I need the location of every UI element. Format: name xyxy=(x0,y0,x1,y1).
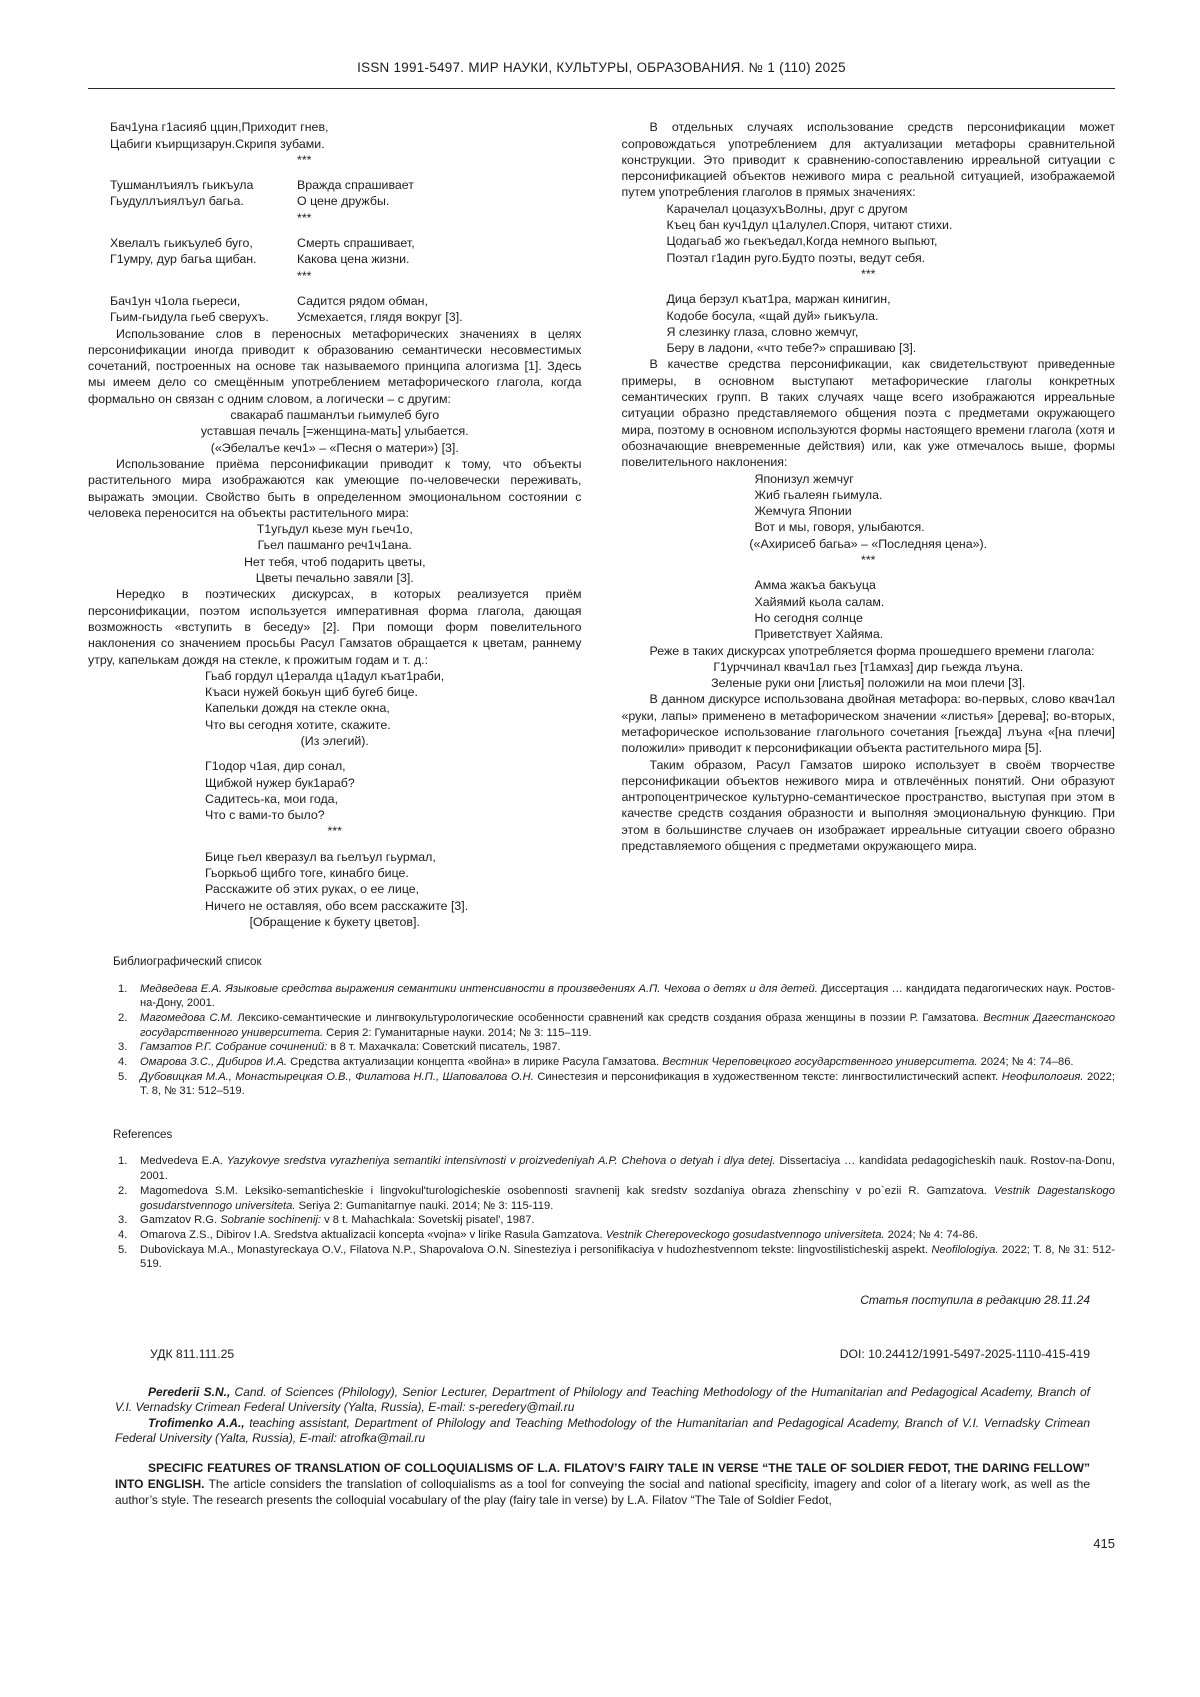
poem-line: уставшая печаль [=женщина-мать] улыбается. xyxy=(200,424,469,439)
italic-segment: Магомедова С.М. xyxy=(140,1011,234,1024)
poem-line-avar: Бач1ун ч1ола гьереси, xyxy=(110,293,241,308)
text-segment: Dissertaciya … kandidata pedagogicheskih nauk. Rostov-na-Donu, 2001. xyxy=(140,1155,1115,1183)
poem-line: Капельки дождя на стекле окна, xyxy=(205,701,390,716)
udk-number: УДК 811.111.25 xyxy=(150,1347,235,1362)
poem-line: Бач1уна г1асияб ццин,Приходит гнев, xyxy=(110,120,329,135)
poem-line: Къаси нужей бокьун щиб бугеб бице. xyxy=(205,685,418,700)
bibliography-item xyxy=(88,1070,1115,1099)
right-column xyxy=(622,119,1116,930)
poem-line: Но сегодня солнце xyxy=(754,610,863,625)
poem-line xyxy=(88,152,582,168)
paragraph: Реже в таких дискурсах употребляется форма прошедшего времени глагола: xyxy=(649,643,1095,658)
text-segment: Omarova Z.S., Dibirov I.A. Sredstva aktualizacii koncepta «vojna» v lirike Rasula Gamzatova. xyxy=(140,1228,606,1241)
poem-line: Бице гьел кверазул ва гьелъул гьурмал, xyxy=(205,849,436,864)
poem-block xyxy=(622,659,1116,692)
poem-line: свакараб пашманлъи гьимулеб буго xyxy=(230,408,440,423)
italic-segment: Вестник Череповецкого государственного университета. xyxy=(662,1056,978,1069)
poem-line-russian: Вражда спрашивает xyxy=(297,178,414,193)
poem-line: Цодагьаб жо гьекъедал,Когда немного выпьют, xyxy=(666,234,938,249)
text-segment: 2024; № 4: 74–86. xyxy=(977,1056,1074,1069)
author-line xyxy=(115,1385,1090,1416)
bibliography-item-text xyxy=(140,1011,1115,1040)
paragraph: В качестве средства персонификации, как свидетельствуют приведенные примеры, в основном выступают метафорические глаголы конкретных семантических групп. В таких случаях чаще всего изображаются ирреальные ситуации образно представляемого общения поэта с предметами окружающего мира, поэтому в основном используются формы настоящего времени глагола (хотя и обозначающие вневременные действия) или, как уже отмечалось выше, формы повелительного наклонения: xyxy=(621,357,1115,470)
bibliography-section xyxy=(88,954,1115,1099)
article-body xyxy=(88,119,1115,930)
poem-line xyxy=(622,568,1116,577)
bibliography-item xyxy=(88,982,1115,1011)
italic-segment: Vestnik Cherepoveckogo gosudastvennogo universiteta. xyxy=(605,1228,885,1241)
poem-line: Нет тебя, чтоб подарить цветы, xyxy=(243,554,426,569)
text-segment: Синестезия и персонификация в художественном тексте: лингвостилистический аспект. xyxy=(533,1070,1002,1083)
stanza-separator: *** xyxy=(861,553,876,568)
references-item-text xyxy=(140,1154,1115,1183)
poem-line xyxy=(88,251,582,267)
poem-line-russian: Садится рядом обман, xyxy=(297,293,428,308)
poem-line xyxy=(88,284,582,293)
poem-line: Беру в ладони, «что тебе?» спрашиваю [3]. xyxy=(666,341,917,356)
italic-segment: Yazykovye sredstva vyrazheniya semantiki intensivnosti v proizvedeniyah A.P. Chehova o detyah i dlya detej. xyxy=(226,1155,776,1168)
abstract-paragraph xyxy=(115,1461,1090,1508)
header-divider xyxy=(88,88,1115,89)
bibliography-title: Библиографический список xyxy=(113,955,262,969)
poem-line: Жиб гьалеян гьимула. xyxy=(754,487,883,502)
poem-line-avar: Гьудуллъиялъул багьа. xyxy=(110,194,244,209)
bibliography-item-text xyxy=(140,1070,1115,1099)
poem-line: Гьоркьоб щибго тоге, кинабго бице. xyxy=(205,866,409,881)
item-number: 1. xyxy=(118,982,128,995)
item-number: 2. xyxy=(118,1011,128,1024)
italic-segment: Вестник Дагестанского государственного университета. xyxy=(140,1011,1115,1039)
bibliography-item-text xyxy=(140,1040,1115,1055)
paragraph: Таким образом, Расул Гамзатов широко использует в своём творчестве персонификации объектов неживого мира и отвлечённых понятий. Они образуют антропоцентрическое культурно-семантическое пространство, выступая при этом в качестве средств создания образности и выполняя эмоциональную функцию. При этом в большинстве случаев он изображает ирреальные ситуации своего образно представляемого общения с предметами окружающего мира. xyxy=(621,757,1115,854)
poem-line: Цветы печально завяли [3]. xyxy=(255,571,414,586)
stanza-separator: *** xyxy=(297,152,312,167)
stanza-separator: *** xyxy=(861,266,876,281)
poem-line-russian: Какова цена жизни. xyxy=(297,252,410,267)
references-item xyxy=(88,1213,1115,1228)
poem-line xyxy=(88,749,582,758)
author-affiliation: teaching assistant, Department of Philology and Teaching Methodology of the Humanitarian and Pedagogical Academy, Branch of V.I. Vernadsky Crimean Federal University (Yalta, Russia), E-mail: atrofka@mail.ru xyxy=(115,1415,1091,1445)
bibliography-item-text xyxy=(140,982,1115,1011)
references-item xyxy=(88,1228,1115,1243)
item-number: 3. xyxy=(118,1214,128,1227)
text-segment: Серия 2: Гуманитарные науки. 2014; № 3: 115–119. xyxy=(323,1026,592,1039)
italic-segment: Гамзатов Р.Г. Собрание сочинений: xyxy=(140,1041,328,1054)
poem-line-russian: Смерть спрашивает, xyxy=(297,236,415,251)
submission-note: Статья поступила в редакцию 28.11.24 xyxy=(860,1293,1090,1308)
poem-line xyxy=(88,293,582,309)
poem-line-russian: О цене дружбы. xyxy=(297,194,390,209)
page-number: 415 xyxy=(1093,1536,1115,1552)
poem-line: («Ахирисеб багьа» – «Последняя цена»). xyxy=(749,536,988,551)
abstract-text: The article considers the translation of colloquialisms as a tool for conveying the social and national specificity, imagery and color of a literary work, as well as the author’s style. The research presents the colloquial vocabulary of the play (fairy tale in verse) by L.A. Filatov “The Tale of Soldier Fedot, xyxy=(115,1476,1091,1507)
poem-line: Приветствует Хайяма. xyxy=(754,627,884,642)
poem-line xyxy=(88,226,582,235)
poem-line: Дица берзул къат1ра, маржан кинигин, xyxy=(666,292,891,307)
paragraph: В отдельных случаях использование средств персонификации может сопровождаться употреблением для актуализации метафоры сравнительной конструкции. Это приводит к сравнению-сопоставлению ирреальной ситуации с персонификацией объектов неживого мира с реальной ситуацией, изображаемой путем употребления глаголов в прямых значениях: xyxy=(621,120,1115,200)
poem-line: Гьаб гордул ц1ералда ц1адул къат1раби, xyxy=(205,668,445,683)
poem-block xyxy=(88,407,582,456)
poem-line: Г1одор ч1ая, дир сонал, xyxy=(205,759,346,774)
poem-line-avar: Хвелалъ гьикъулеб буго, xyxy=(110,236,253,251)
poem-line: Цабиги къирщизарун.Скрипя зубами. xyxy=(110,136,325,151)
author-name: Trofimenko A.A., xyxy=(148,1415,245,1430)
poem-line: Что с вами-то было? xyxy=(205,808,325,823)
poem-line: (Из элегий). xyxy=(300,733,369,748)
poem-line-russian: Усмехается, глядя вокруг [3]. xyxy=(297,310,463,325)
left-column xyxy=(88,119,582,930)
italic-segment: Дубовицкая М.А., Монастырецкая О.В., Филатова Н.П., Шаповалова О.Н. xyxy=(140,1070,534,1083)
references-item-text xyxy=(140,1184,1115,1213)
poem-line: Амма жакъа бакъуца xyxy=(754,578,876,593)
text-segment: Seriya 2: Gumanitarnye nauki. 2014; № 3: 115-119. xyxy=(295,1199,554,1212)
text-segment: 2022; Т. 8, № 31: 512–519. xyxy=(140,1070,1115,1098)
paragraph: Нередко в поэтических дискурсах, в которых реализуется приём персонификации, поэтом используется императивная форма глагола, дающая возможность «вступить в беседу» [2]. При помощи форм повелительного наклонения со значением просьбы Расул Гамзатов обращается к цветам, раннему утру, капелькам дождя на стекле, к прожитым годам и т. д.: xyxy=(88,587,582,667)
item-number: 4. xyxy=(118,1056,128,1069)
text-segment: Medvedeva E.A. xyxy=(140,1155,227,1168)
poem-line: Поэтал г1адин руго.Будто поэты, ведут себя. xyxy=(666,250,926,265)
poem-block xyxy=(88,521,582,586)
author-affiliation: Cand. of Sciences (Philology), Senior Lecturer, Department of Philology and Teaching Methodology of the Humanitarian and Pedagogical Academy, Branch of V.I. Vernadsky Crimean Federal University (Yalta, Russia), E-mail: s-peredery@mail.ru xyxy=(115,1384,1090,1415)
text-segment: в 8 т. Махачкала: Советский писатель, 1987. xyxy=(327,1041,561,1054)
poem-line: Зеленые руки они [листья] положили на мои плечи [3]. xyxy=(711,676,1026,691)
item-number: 5. xyxy=(118,1070,128,1083)
bibliography-item xyxy=(88,1011,1115,1040)
text-segment: Magomedova S.M. Leksiko-semanticheskie i lingvokul'turologicheskie osobennosti sravnenij kak sredstv sozdaniya obraza zhenschiny v po`ezii R. Gamzatova. xyxy=(140,1184,994,1197)
poem-line-avar: Г1умру, дур багьа щибан. xyxy=(110,252,257,267)
poem-block xyxy=(88,668,582,930)
references-item xyxy=(88,1154,1115,1183)
poem-line: Жемчуга Японии xyxy=(754,504,852,519)
poem-line: («Эбелалъе кеч1» – «Песня о матери») [3]. xyxy=(210,440,459,455)
text-segment: Dubovickaya M.A., Monastyreckaya O.V., Filatova N.P., Shapovalova O.N. Sinesteziya i personifikaciya v hudozhestvennom tekste: lingvostilisticheskij aspekt. xyxy=(140,1243,932,1256)
poem-line xyxy=(88,309,582,325)
item-number: 5. xyxy=(118,1243,128,1256)
poem-line: Ничего не оставляя, обо всем расскажите [3]. xyxy=(205,898,469,913)
bibliography-item xyxy=(88,1040,1115,1055)
author-name: Perederii S.N., xyxy=(148,1384,231,1399)
text-segment: Средства актуализации концепта «война» в лирике Расула Гамзатова. xyxy=(287,1056,663,1069)
poem-line: Кодобе босула, «щай дуй» гьикъула. xyxy=(666,308,879,323)
italic-segment: Sobranie sochinenij: xyxy=(220,1214,321,1227)
text-segment: Диссертация … кандидата педагогических наук. Ростов-на-Дону, 2001. xyxy=(140,982,1116,1010)
poem-line xyxy=(88,268,582,284)
poem-line xyxy=(88,840,582,849)
stanza-separator: *** xyxy=(327,824,342,839)
poem-line xyxy=(88,168,582,177)
references-item xyxy=(88,1243,1115,1272)
text-segment: Gamzatov R.G. xyxy=(140,1214,221,1227)
references-item-text xyxy=(140,1243,1115,1272)
poem-line: Садитесь-ка, мои года, xyxy=(205,791,339,806)
meta-row xyxy=(88,1346,1115,1362)
journal-header-text: ISSN 1991-5497. МИР НАУКИ, КУЛЬТУРЫ, ОБРАЗОВАНИЯ. № 1 (110) 2025 xyxy=(357,60,846,75)
abstract-title: SPECIFIC FEATURES OF TRANSLATION OF COLLOQUIALISMS OF L.A. FILATOV’S FAIRY TALE IN VERSE “THE TALE OF SOLDIER FEDOT, THE DARING FELLOW” INTO ENGLISH. xyxy=(115,1461,1090,1491)
bibliography-item xyxy=(88,1055,1115,1070)
poem-line-avar: Тушманлъиялъ гьикъула xyxy=(110,178,254,193)
poem-line xyxy=(88,193,582,209)
item-number: 3. xyxy=(118,1041,128,1054)
journal-header xyxy=(88,60,1115,89)
italic-segment: Vestnik Dagestanskogo gosudarstvennogo universiteta. xyxy=(140,1184,1115,1212)
bibliography-item-text xyxy=(140,1055,1115,1070)
poem-line: Расскажите об этих руках, о ее лице, xyxy=(205,882,420,897)
paragraph: Использование приёма персонификации приводит к тому, что объекты растительного мира изображаются как умеющие по-человечески переживать, выражать эмоции. Свойство быть в определенном эмоциональном состоянии с человека переносится на объекты растительного мира: xyxy=(88,456,582,520)
bibliography-list xyxy=(88,982,1115,1100)
poem-block xyxy=(88,119,582,325)
item-number: 1. xyxy=(118,1155,128,1168)
poem-line: Я слезинку глаза, словно жемчуг, xyxy=(666,324,859,339)
author-line xyxy=(115,1416,1090,1447)
italic-segment: Neofilologiya. xyxy=(931,1243,999,1256)
poem-line: Къец бан куч1дул ц1алулел.Споря, читают стихи. xyxy=(666,218,953,233)
poem-line: Г1урччинал квач1ал гьез [т1амхаз] дир гьежда лъуна. xyxy=(713,659,1024,674)
item-number: 2. xyxy=(118,1184,128,1197)
text-segment: 2022; T. 8, № 31: 512-519. xyxy=(140,1243,1115,1271)
references-title: References xyxy=(113,1128,173,1142)
references-item-text xyxy=(140,1228,1115,1243)
poem-line xyxy=(88,210,582,226)
poem-line: Гьел пашманго реч1ч1ана. xyxy=(257,538,412,553)
poem-line xyxy=(88,177,582,193)
stanza-separator: *** xyxy=(297,210,312,225)
stanza-separator: *** xyxy=(297,268,312,283)
item-number: 4. xyxy=(118,1228,128,1241)
poem-line: Вот и мы, говоря, улыбаются. xyxy=(754,520,925,535)
paragraph: Использование слов в переносных метафорических значениях в целях персонификации иногда приводит к образованию семантически несовместимых сочетаний, построенных на основе так называемого принципа алогизма [1]. Здесь мы имеем дело со смещённым употреблением метафорического глагола, когда формально он связан с одним словом, а логически – с другим: xyxy=(88,326,582,406)
text-segment: v 8 t. Mahachkala: Sovetskij pisatel', 1987. xyxy=(320,1214,535,1227)
poem-line: [Обращение к букету цветов]. xyxy=(249,914,420,929)
poem-line: Щибжой нужер бук1араб? xyxy=(205,775,355,790)
authors-block xyxy=(115,1385,1090,1447)
references-list xyxy=(88,1154,1115,1272)
poem-line-avar: Гьим-гьидула гьеб сверухъ. xyxy=(110,310,269,325)
poem-block xyxy=(622,201,1116,357)
text-segment: 2024; № 4: 74-86. xyxy=(884,1228,979,1241)
poem-line xyxy=(88,235,582,251)
italic-segment: Медведева Е.А. Языковые средства выражения семантики интенсивности в произведениях А.П. Чехова о детях и для детей. xyxy=(140,982,818,995)
italic-segment: Омарова З.С., Дибиров И.А. xyxy=(140,1056,288,1069)
poem-block xyxy=(622,471,1116,643)
text-segment: Лексико-семантические и лингвокультурологические особенности сравнений как средств создания образа женщины в поэзии Р. Гамзатова. xyxy=(233,1011,984,1024)
italic-segment: Неофилология. xyxy=(1001,1070,1084,1083)
references-item-text xyxy=(140,1213,1115,1228)
paragraph: В данном дискурсе использована двойная метафора: во-первых, слово квач1ал «руки, лапы» применено в метафорическом значении «листья» [дерева]; во-вторых, метафорическое использование глагольного сочетания [гьежда] лъуна «[на плечи] положили» приводит к персонификации объекта растительного мира [5]. xyxy=(621,692,1115,756)
poem-line: Хайямий кьола салам. xyxy=(754,594,885,609)
poem-line: Т1угьдул кьезе мун гьеч1о, xyxy=(256,522,413,537)
doi-number: DOI: 10.24412/1991-5497-2025-1110-415-419 xyxy=(839,1347,1090,1362)
poem-line: Японизул жемчуг xyxy=(754,471,854,486)
poem-line: Что вы сегодня хотите, скажите. xyxy=(205,717,391,732)
poem-line xyxy=(622,282,1116,291)
next-article-header xyxy=(115,1385,1090,1508)
references-item xyxy=(88,1184,1115,1213)
poem-line: Карачелал цоцазухъВолны, друг с другом xyxy=(666,201,908,216)
references-section xyxy=(88,1127,1115,1272)
